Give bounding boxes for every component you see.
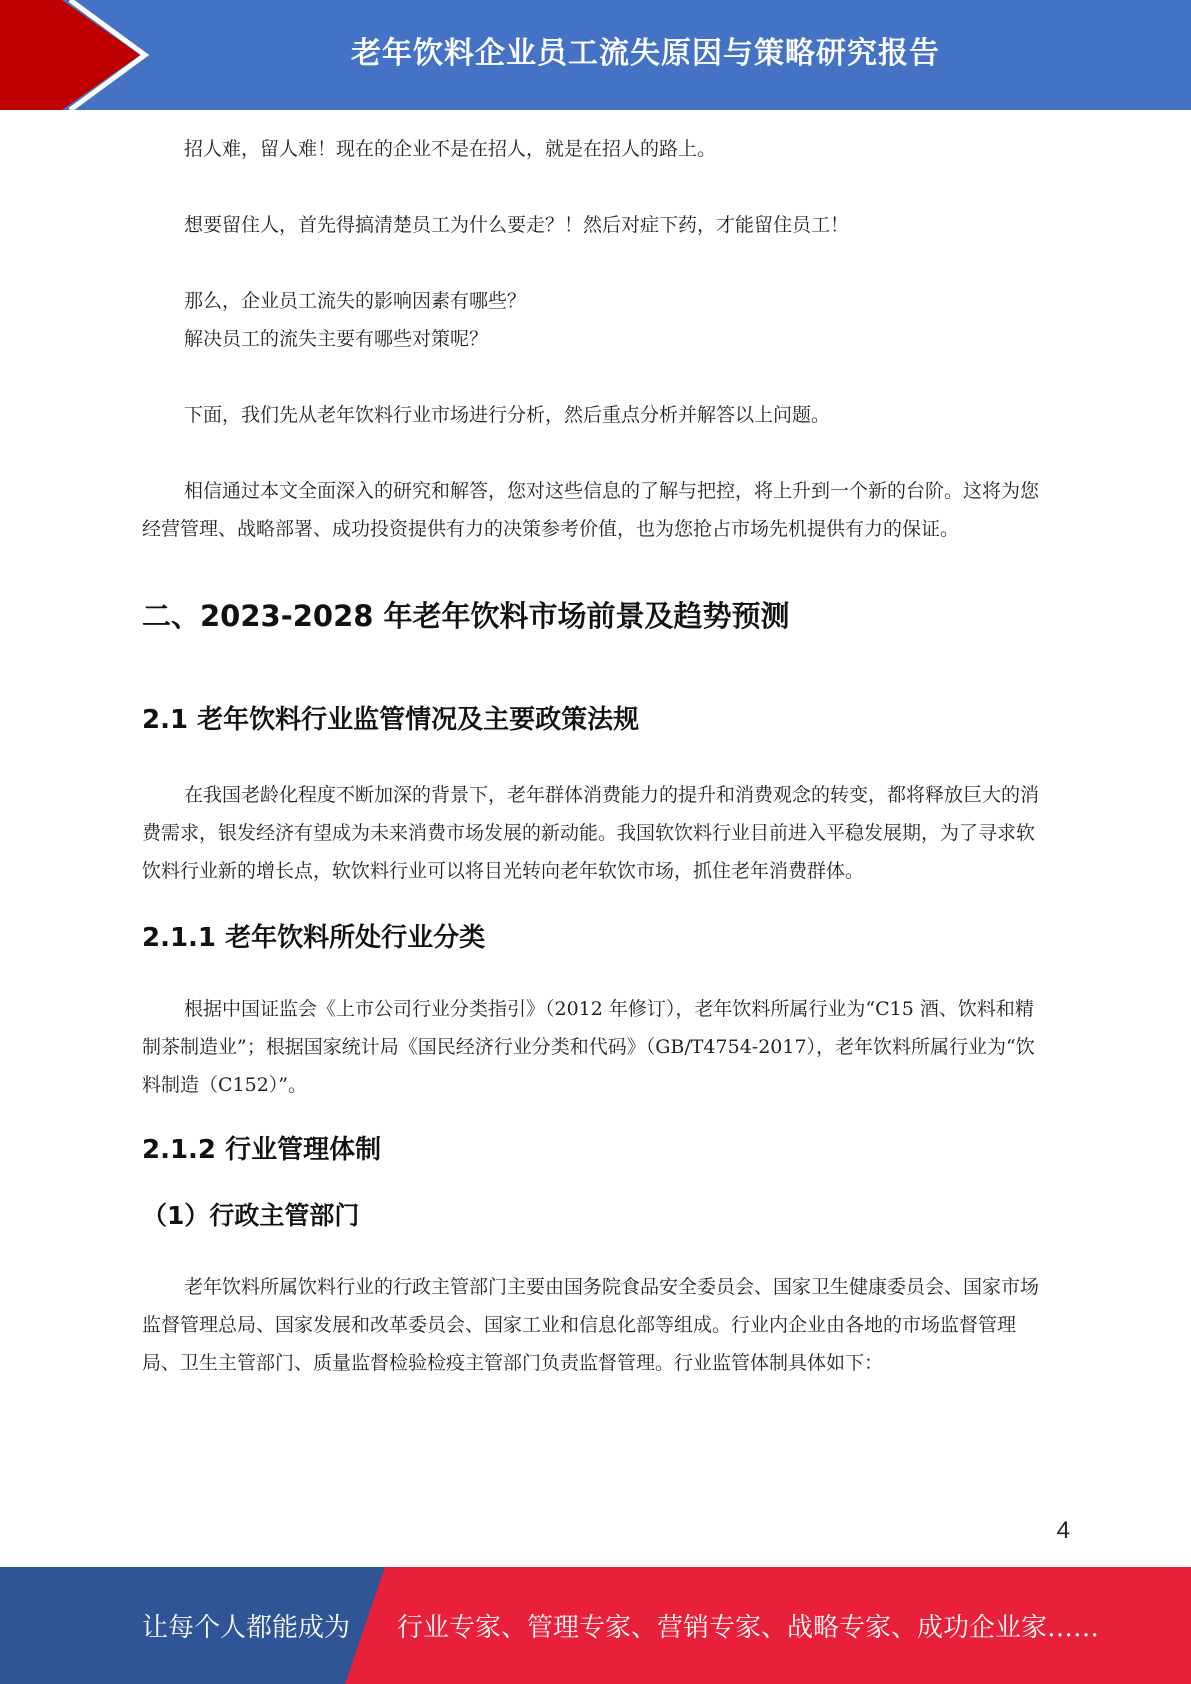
- subsection-admin-heading: （1）行政主管部门: [142, 1201, 360, 1230]
- page-footer: [0, 1567, 1191, 1684]
- intro-paragraph-1: 招人难，留人难！现在的企业不是在招人，就是在招人的路上。: [184, 138, 717, 160]
- section-2-1-heading: 2.1 老年饮料行业监管情况及主要政策法规: [142, 705, 640, 735]
- page-number: 4: [1056, 1517, 1070, 1544]
- intro-paragraph-4: 下面，我们先从老年饮料行业市场进行分析，然后重点分析并解答以上问题。: [184, 404, 831, 426]
- intro-paragraph-3b: 解决员工的流失主要有哪些对策呢？: [184, 328, 489, 350]
- page-header: [0, 0, 1191, 110]
- footer-slogan-right: 行业专家、管理专家、营销专家、战略专家、成功企业家……: [397, 1613, 1100, 1643]
- subsection-admin-body: 老年饮料所属饮料行业的行政主管部门主要由国务院食品安全委员会、国家卫生健康委员会、国家市场监督管理总局、国家发展和改革委员会、国家工业和信息化部等组成。行业内企业由各地的市场监督管理局、卫生主管部门、质量监督检验检疫主管部门负责监督管理。行业监管体制具体如下：: [142, 1276, 1040, 1374]
- intro-paragraph-3a: 那么，企业员工流失的影响因素有哪些？: [184, 290, 527, 312]
- intro-paragraph-2: 想要留住人，首先得搞清楚员工为什么要走？！然后对症下药，才能留住员工！: [184, 214, 850, 236]
- section-2-1-body: 在我国老龄化程度不断加深的背景下，老年群体消费能力的提升和消费观念的转变，都将释放巨大的消费需求，银发经济有望成为未来消费市场发展的新动能。我国软饮料行业目前进入平稳发展期，为了寻求软饮料行业新的增长点，软饮料行业可以将目光转向老年软饮市场，抓住老年消费群体。: [142, 784, 1040, 882]
- footer-slogan-left: 让每个人都能成为: [142, 1613, 351, 1643]
- report-title: 老年饮料企业员工流失原因与策略研究报告: [351, 36, 940, 71]
- section-2-1-1-heading: 2.1.1 老年饮料所处行业分类: [142, 923, 486, 953]
- section-2-1-2-heading: 2.1.2 行业管理体制: [142, 1135, 382, 1165]
- section-2-1-1-body: 根据中国证监会《上市公司行业分类指引》（2012 年修订），老年饮料所属行业为“C15 酒、饮料和精制茶制造业”；根据国家统计局《国民经济行业分类和代码》（GB/T4754-2017），老年饮料所属行业为“饮料制造（C152）”。: [142, 998, 1035, 1096]
- document-body: [142, 130, 1047, 1382]
- header-arrow-decoration: [0, 0, 180, 110]
- header-red-chevron: [0, 0, 140, 110]
- chapter-heading: 二、2023-2028 年老年饮料市场前景及趋势预测: [142, 599, 790, 633]
- intro-paragraph-5: 相信通过本文全面深入的研究和解答，您对这些信息的了解与把控，将上升到一个新的台阶。这将为您经营管理、战略部署、成功投资提供有力的决策参考价值，也为您抢占市场先机提供有力的保证。: [142, 480, 1040, 540]
